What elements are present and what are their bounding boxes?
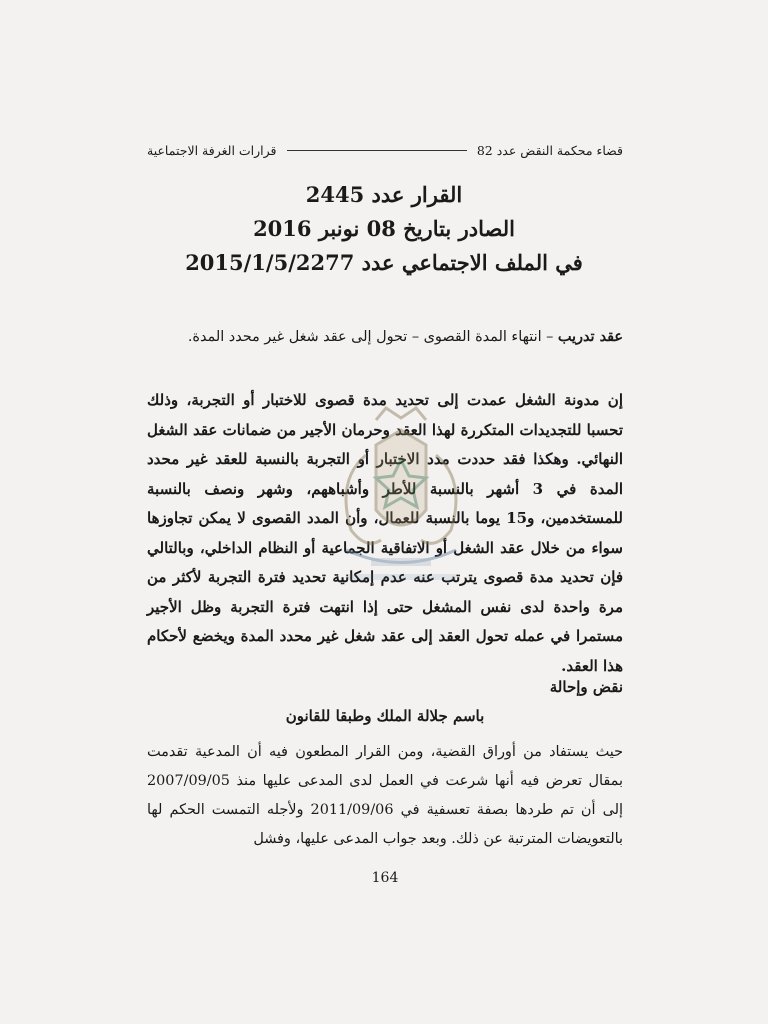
page-number: 164 bbox=[371, 870, 399, 886]
summary-text: – انتهاء المدة القصوى – تحول إلى عقد شغل غير محدد المدة. bbox=[187, 329, 558, 345]
decision-titles bbox=[120, 178, 648, 280]
body-paragraph: حيث يستفاد من أوراق القضية، ومن القرار المطعون فيه أن المدعية تقدمت بمقال تعرض فيه أنها شرعت في العمل لدى المدعى عليها منذ 2007/09/05 إلى أن تم طردها بصفة تعسفية في 2011/09/06 ولأجله التمست الحكم لها بالتعويضات المترتبة عن ذلك. وبعد جواب المدعى عليها، وفشل bbox=[147, 744, 623, 847]
summary-keywords bbox=[147, 322, 623, 352]
header-publication: قضاء محكمة النقض عدد 82 bbox=[476, 142, 623, 158]
royal-invocation: باسم جلالة الملك وطبقا للقانون bbox=[285, 707, 485, 725]
running-header bbox=[147, 136, 623, 164]
decision-number-title: القرار عدد 2445 bbox=[305, 182, 463, 207]
decision-date-title: الصادر بتاريخ 08 نونبر 2016 bbox=[253, 216, 515, 241]
legal-principle: إن مدونة الشغل عمدت إلى تحديد مدة قصوى للاختبار أو التجربة، وذلك تحسبا للتجديدات المتكررة لهذا العقد وحرمان الأجير من ضمانات عقد الشغل النهائي. وهكذا فقد حددت مدد الاختبار أو التجربة بالنسبة للعقد غير محدد المدة في 3 أشهر بالنسبة للأطر وأشباههم، وشهر ونصف بالنسبة للمستخدمين، و15 يوما بالنسبة للعمال، وأن المدد القصوى لا يمكن تجاوزها سواء من خلال عقد الشغل أو الاتفاقية الجماعية أو النظام الداخلي، وبالتالي فإن تحديد مدة قصوى يترتب عنه عدم إمكانية تحديد فترة التجربة لأكثر من مرة واحدة لدى نفس المشغل حتى إذا انتهت فترة التجربة وظل الأجير مستمرا في عمله تحول العقد إلى عقد شغل غير محدد المدة ويخضع لأحكام هذا العقد. bbox=[147, 391, 623, 675]
summary-keyword: عقد تدريب bbox=[557, 328, 623, 345]
header-rule bbox=[287, 150, 467, 151]
case-file-title: في الملف الاجتماعي عدد 2015/1/5/2277 bbox=[185, 250, 583, 275]
header-section: قرارات الغرفة الاجتماعية bbox=[147, 142, 277, 158]
verdict-heading: نقض وإحالة bbox=[549, 678, 623, 696]
